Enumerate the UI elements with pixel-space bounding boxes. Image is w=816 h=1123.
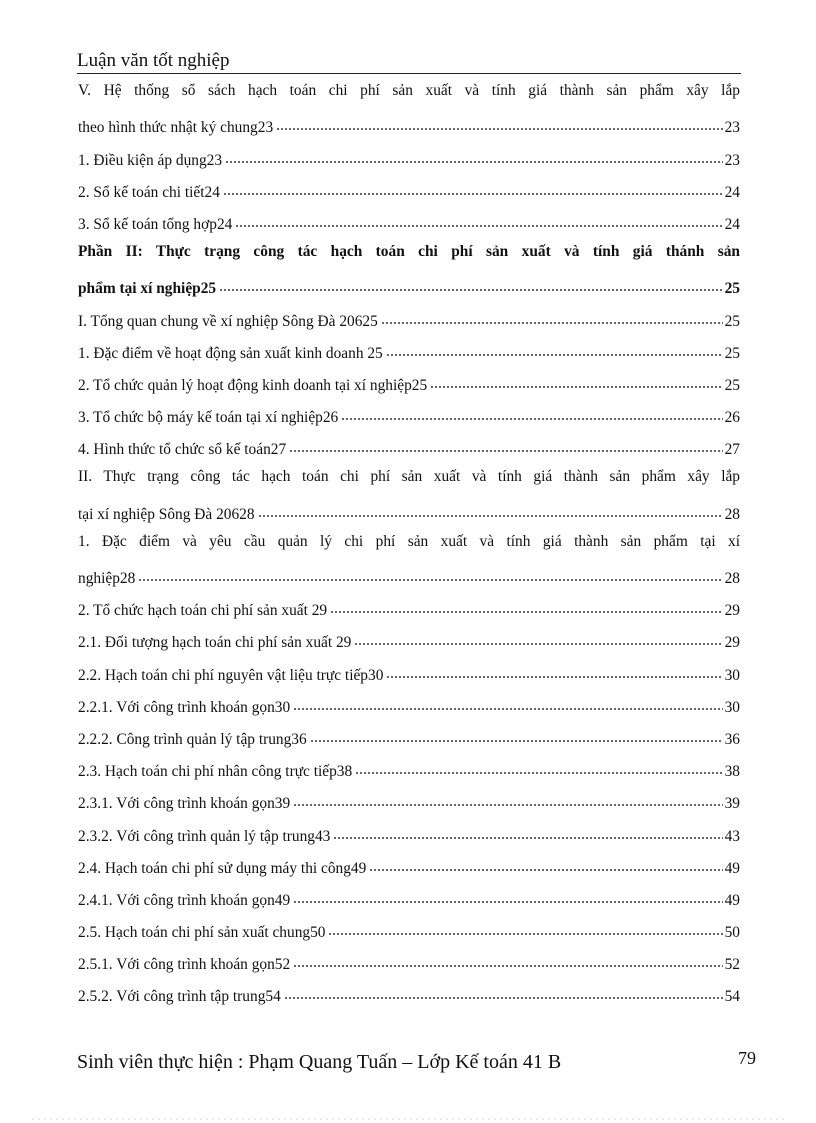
toc-entry-line: [78, 911, 740, 943]
toc-entry-title: 4. Hình thức tổ chức sổ kế toán27: [78, 441, 287, 459]
toc-entry[interactable]: [78, 525, 740, 589]
toc-entry[interactable]: [78, 782, 740, 814]
toc-entry-line: [78, 686, 740, 718]
dot-leader: [328, 932, 722, 936]
toc-entry-line: [78, 975, 740, 1007]
toc-entry-title: 3. Sổ kế toán tổng hợp24: [78, 215, 233, 233]
toc-entry-page-number: 25: [724, 376, 740, 394]
toc-entry-page-number: 25: [724, 312, 740, 330]
toc-entry[interactable]: [78, 911, 740, 943]
toc-entry-title: 1. Đặc điểm về hoạt động sản xuất kinh doanh 25: [78, 344, 383, 362]
toc-entry[interactable]: [78, 171, 740, 203]
toc-entry-page-number: 49: [724, 859, 740, 877]
toc-entry[interactable]: [78, 364, 740, 396]
toc-entry[interactable]: [78, 750, 740, 782]
toc-entry-page-number: 30: [724, 666, 740, 684]
toc-entry[interactable]: [78, 428, 740, 460]
toc-entry[interactable]: [78, 332, 740, 364]
dot-leader: [284, 996, 723, 1000]
dot-leader: [355, 771, 722, 775]
dot-leader: [225, 160, 723, 164]
toc-entry-page-number: 54: [724, 988, 740, 1006]
toc-entry-line: [78, 943, 740, 975]
toc-entry[interactable]: [78, 235, 740, 299]
dot-leader: [219, 288, 722, 292]
toc-entry[interactable]: [78, 74, 740, 138]
toc-entry-title: phẩm tại xí nghiệp25: [78, 280, 217, 298]
toc-entry-title: 2.5. Hạch toán chi phí sản xuất chung50: [78, 924, 326, 942]
toc-entry-page-number: 38: [724, 763, 740, 781]
toc-entry-title: 2.3.2. Với công trình quản lý tập trung43: [78, 827, 331, 845]
toc-entry-page-number: 27: [724, 441, 740, 459]
dot-leader: [138, 578, 722, 582]
toc-entry-page-number: 23: [724, 151, 740, 169]
toc-entry-line: [78, 718, 740, 750]
toc-entry[interactable]: [78, 879, 740, 911]
page-footer-author: Sinh viên thực hiện : Phạm Quang Tuấn – Lớp Kế toán 41 B: [77, 1051, 562, 1073]
dot-leader: [235, 224, 722, 228]
toc-entry[interactable]: [78, 299, 740, 331]
toc-entry-page-number: 52: [724, 956, 740, 974]
toc-entry-line: [78, 589, 740, 621]
toc-entry-page-number: 25: [724, 280, 740, 298]
toc-entry-title: nghiệp28: [78, 570, 136, 587]
toc-entry-title: 2.1. Đối tượng hạch toán chi phí sản xuất 29: [78, 634, 352, 652]
toc-entry-title-first-line: V. Hệ thống sổ sách hạch toán chi phí sản xuất và tính giá thành sản phẩm xây lắp: [78, 82, 740, 99]
dot-leader: [386, 353, 723, 357]
toc-entry-title: 2.3.1. Với công trình khoán gọn39: [78, 795, 291, 813]
toc-entry-line: [78, 203, 740, 235]
toc-entry[interactable]: [78, 138, 740, 170]
toc-entry-page-number: 25: [724, 344, 740, 362]
toc-entry-title: 2.2.2. Công trình quản lý tập trung36: [78, 730, 307, 748]
toc-entry-page-number: 43: [724, 827, 740, 845]
toc-entry-title-first-line: Phần II: Thực trạng công tác hạch toán chi phí sản xuất và tính giá thánh sản: [78, 242, 740, 260]
toc-entry-title: tại xí nghiệp Sông Đà 20628: [78, 505, 255, 523]
toc-entry-line: [78, 621, 740, 653]
toc-entry-page-number: 23: [724, 119, 740, 137]
toc-entry-page-number: 49: [724, 891, 740, 909]
toc-entry-line: [78, 847, 740, 879]
page-number: 79: [738, 1048, 756, 1068]
toc-entry[interactable]: [78, 621, 740, 653]
toc-entry-title: 2.5.2. Với công trình tập trung54: [78, 988, 281, 1006]
page-header-title: Luận văn tốt nghiệp: [77, 50, 230, 71]
toc-entry-line: [78, 428, 740, 460]
toc-entry-line: [78, 653, 740, 685]
toc-entry-line: [78, 267, 740, 299]
toc-entry-title-first-line: 1. Đặc điểm và yêu cầu quản lý chi phí sản xuất và tính giá thành sản phẩm tại xí: [78, 532, 740, 550]
toc-entry-title: theo hình thức nhật ký chung23: [78, 119, 274, 137]
toc-entry-title: 2.3. Hạch toán chi phí nhân công trực tiếp38: [78, 763, 353, 781]
dot-leader: [330, 610, 722, 614]
dot-leader: [258, 514, 723, 518]
toc-entry[interactable]: [78, 847, 740, 879]
toc-entry-page-number: 24: [724, 215, 740, 233]
toc-entry-page-number: 29: [724, 634, 740, 652]
toc-entry-title: 1. Điều kiện áp dụng23: [78, 151, 223, 169]
toc-entry-title: 2.4. Hạch toán chi phí sử dụng máy thi công49: [78, 859, 367, 877]
toc-entry[interactable]: [78, 653, 740, 685]
toc-entry[interactable]: [78, 396, 740, 428]
dot-leader: [293, 964, 722, 968]
toc-entry-line: [78, 750, 740, 782]
dot-leader: [369, 868, 722, 872]
table-of-contents: [78, 74, 740, 1007]
toc-entry-line: [78, 492, 740, 524]
toc-entry[interactable]: [78, 814, 740, 846]
toc-entry-title: 2. Tổ chức hạch toán chi phí sản xuất 29: [78, 602, 328, 620]
toc-entry-title: 2.4.1. Với công trình khoán gọn49: [78, 891, 291, 909]
toc-entry-line: [78, 299, 740, 331]
dot-leader: [293, 803, 722, 807]
bottom-dotted-border: [30, 1118, 786, 1120]
toc-entry[interactable]: [78, 589, 740, 621]
toc-entry-title-first-line: II. Thực trạng công tác hạch toán chi phí sản xuất và tính giá thành sản phẩm xây lắp: [78, 468, 740, 486]
toc-entry-page-number: 28: [724, 505, 740, 523]
dot-leader: [293, 900, 722, 904]
dot-leader: [223, 192, 723, 196]
toc-entry[interactable]: [78, 686, 740, 718]
toc-entry-page-number: 39: [724, 795, 740, 813]
dot-leader: [333, 836, 722, 840]
toc-entry-line: [78, 364, 740, 396]
toc-entry[interactable]: [78, 203, 740, 235]
toc-entry[interactable]: [78, 718, 740, 750]
toc-entry-line: [78, 138, 740, 170]
dot-leader: [293, 707, 722, 711]
toc-entry-page-number: 28: [724, 570, 740, 587]
toc-entry[interactable]: [78, 975, 740, 1007]
toc-entry-line: [78, 332, 740, 364]
toc-entry-title: I. Tổng quan chung về xí nghiệp Sông Đà 20625: [78, 312, 378, 330]
toc-entry-title: 3. Tổ chức bộ máy kế toán tại xí nghiệp26: [78, 409, 339, 427]
dot-leader: [310, 739, 723, 743]
dot-leader: [276, 127, 722, 131]
toc-entry-line: [78, 814, 740, 846]
toc-entry-line: [78, 557, 740, 589]
dot-leader: [381, 321, 723, 325]
dot-leader: [341, 417, 722, 421]
toc-entry-line: [78, 171, 740, 203]
toc-entry[interactable]: [78, 943, 740, 975]
toc-entry-page-number: 36: [724, 730, 740, 748]
toc-entry-title: 2.2. Hạch toán chi phí nguyên vật liệu trực tiếp30: [78, 666, 384, 684]
toc-entry-line: [78, 879, 740, 911]
dot-leader: [289, 449, 722, 453]
dot-leader: [386, 675, 722, 679]
toc-entry-line: [78, 782, 740, 814]
toc-entry-line: [78, 106, 740, 138]
toc-entry-line: [78, 396, 740, 428]
dot-leader: [354, 642, 722, 646]
toc-entry-page-number: 24: [724, 183, 740, 201]
toc-entry-page-number: 30: [724, 698, 740, 716]
toc-entry[interactable]: [78, 460, 740, 524]
toc-entry-title: 2.2.1. Với công trình khoán gọn30: [78, 698, 291, 716]
toc-entry-page-number: 50: [724, 924, 740, 942]
toc-entry-page-number: 29: [724, 602, 740, 620]
dot-leader: [430, 385, 722, 389]
toc-entry-title: 2. Sổ kế toán chi tiết24: [78, 183, 220, 201]
toc-entry-title: 2. Tổ chức quản lý hoạt động kinh doanh tại xí nghiệp25: [78, 376, 428, 394]
toc-entry-page-number: 26: [724, 409, 740, 427]
toc-entry-title: 2.5.1. Với công trình khoán gọn52: [78, 956, 291, 974]
